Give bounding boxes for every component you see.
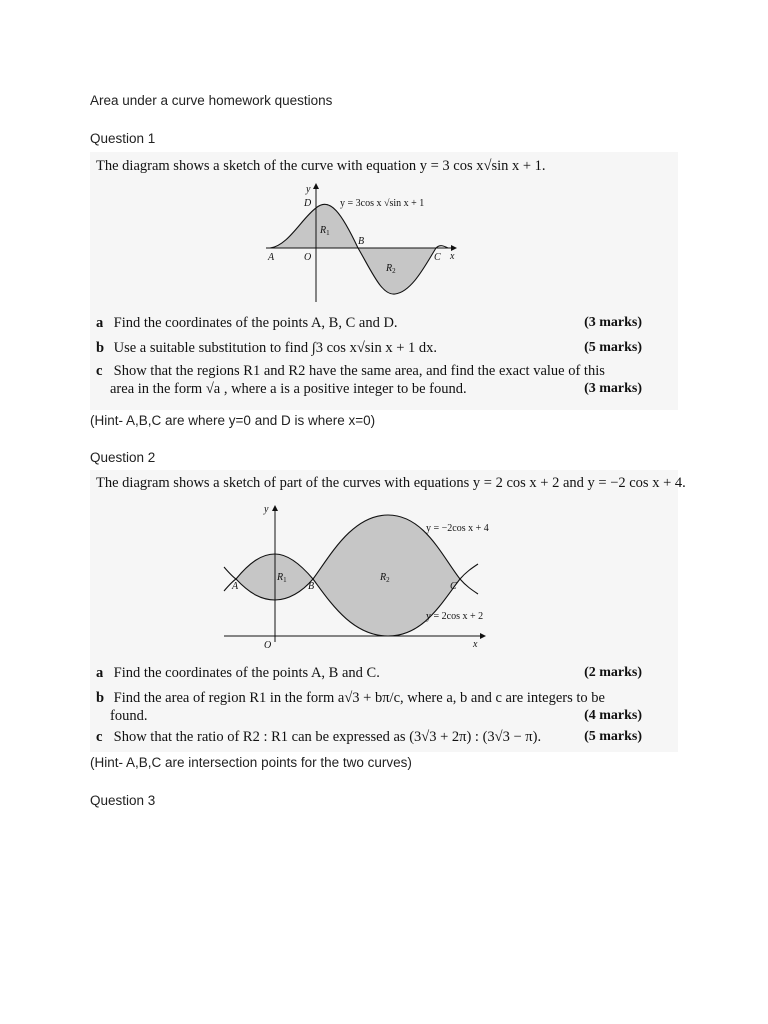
question-1-panel [90,152,678,410]
region-r2-label: $R_2$ [386,263,396,275]
region-r1-label: $R_1$ [320,225,330,237]
q2-hint: (Hint- A,B,C are intersection points for the two curves) [90,755,412,770]
q1-part-b-text: Use a suitable substitution to find ∫3 cos x√sin x + 1 dx. [113,340,438,356]
q1-part-c [96,362,605,380]
x-axis-label: x [450,251,455,262]
y-axis-label: y [306,184,311,195]
q1-part-b-marks: (5 marks) [584,340,642,355]
point-a-label: A [232,581,239,592]
point-b-label: B [358,236,365,247]
q2-part-a-letter: a [96,665,104,681]
q1-part-c-text-1: Show that the regions R1 and R2 have the same area, and find the exact value of this [113,363,605,379]
q2-part-c-marks: (5 marks) [584,729,642,744]
point-c-label: C [434,252,441,263]
origin-label: O [304,252,312,263]
q2-part-b-line2: found. [110,708,148,724]
region-r2-label: $R_2$ [380,572,390,584]
question-1-heading: Question 1 [90,131,156,146]
q1-part-c-line2: area in the form √a , where a is a positive integer to be found. [110,381,467,397]
q1-part-a-text: Find the coordinates of the points A, B, C and D. [113,315,398,331]
point-a-label: A [268,252,275,263]
q1-part-b [96,339,437,357]
q1-part-a-letter: a [96,315,104,331]
page-title: Area under a curve homework questions [90,93,333,108]
q2-part-a-marks: (2 marks) [584,665,642,680]
origin-label: O [264,640,272,651]
point-d-label: D [304,198,312,209]
x-axis-label: x [473,639,478,650]
q1-part-b-letter: b [96,340,105,356]
q2-part-a-text: Find the coordinates of the points A, B and C. [113,665,380,681]
q2-part-b-letter: b [96,690,105,706]
q2-part-c [96,728,541,746]
q2-part-a [96,664,380,682]
q2-part-b [96,689,605,707]
q1-part-a [96,314,398,332]
q2-upper-curve-label: y = −2cos x + 4 [426,523,489,534]
q1-part-a-marks: (3 marks) [584,315,642,330]
question-3-heading: Question 3 [90,793,156,808]
region-r1-label: $R_1$ [277,572,287,584]
q1-hint: (Hint- A,B,C are where y=0 and D is where x=0) [90,413,376,428]
q1-intro: The diagram shows a sketch of the curve with equation y = 3 cos x√sin x + 1. [96,158,546,174]
q1-curve-label: y = 3cos x √sin x + 1 [340,198,425,209]
q1-part-c-marks: (3 marks) [584,381,642,396]
q2-lower-curve-label: y = 2cos x + 2 [426,611,484,622]
question-2-panel [90,470,686,752]
point-b-label: B [308,581,315,592]
q2-part-b-marks: (4 marks) [584,708,642,723]
q1-part-c-letter: c [96,363,103,379]
point-c-label: C [450,581,457,592]
region-r2-shade [358,248,436,294]
q2-part-c-text: Show that the ratio of R2 : R1 can be expressed as (3√3 + 2π) : (3√3 − π). [113,729,542,745]
y-axis-label: y [264,504,269,515]
q2-part-c-letter: c [96,729,103,745]
q2-part-b-text-1: Find the area of region R1 in the form a√3 + bπ/c, where a, b and c are integers to be [113,690,605,706]
question-2-heading: Question 2 [90,450,156,465]
q2-intro: The diagram shows a sketch of part of the curves with equations y = 2 cos x + 2 and y = −2 cos x + 4. [96,475,686,491]
